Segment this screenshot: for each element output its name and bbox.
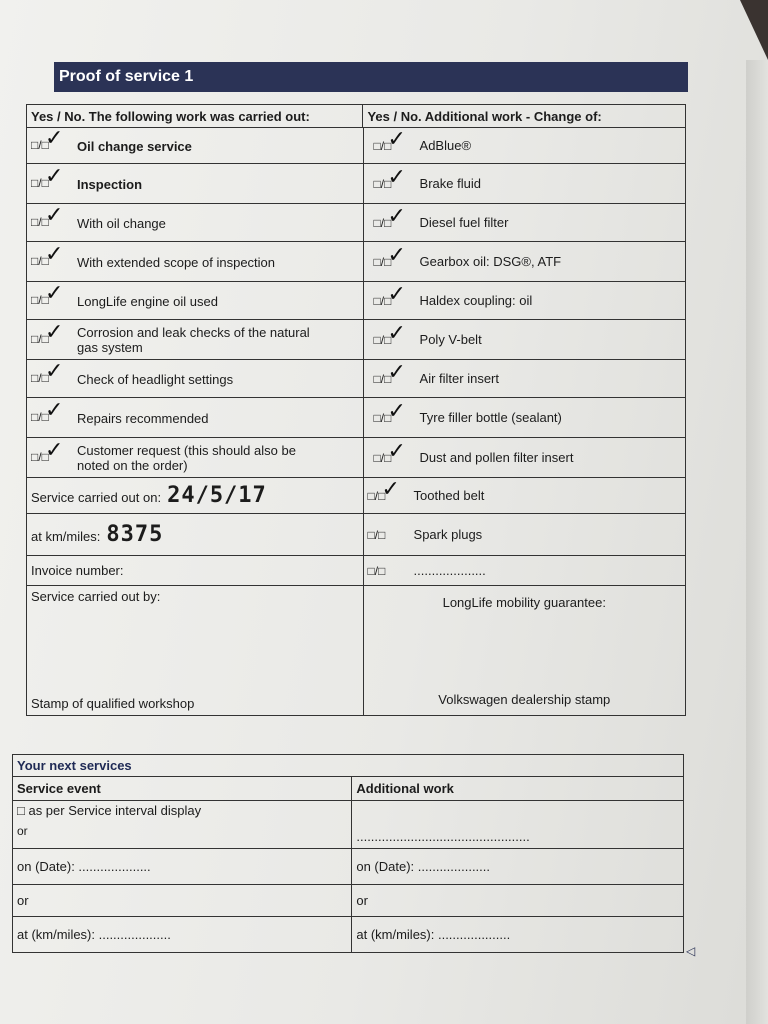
km-value: 8375: [106, 522, 164, 547]
next-date-right: on (Date): ....................: [352, 849, 684, 885]
next-services-table: [12, 754, 684, 953]
additional-checkbox[interactable]: □/□ ✓: [373, 204, 406, 230]
tick-mark-icon: ✓: [381, 477, 400, 502]
additional-item-label: Haldex coupling: oil: [419, 293, 533, 308]
invoice-label: Invoice number:: [27, 556, 364, 586]
service-row: [27, 398, 686, 438]
tick-mark-icon: ✓: [387, 321, 406, 346]
additional-item-label: Dust and pollen filter insert: [419, 450, 574, 465]
work-item-label: With extended scope of inspection: [77, 254, 276, 270]
work-item-label: Corrosion and leak checks of the natural gas system: [77, 324, 310, 355]
additional-checkbox[interactable]: □/□ ✓: [373, 243, 406, 269]
tick-mark-icon: ✓: [45, 359, 64, 385]
work-checkbox[interactable]: □/□ ✓: [31, 281, 64, 308]
tick-mark-icon: ✓: [387, 127, 406, 152]
stamp-dealer-label: Volkswagen dealership stamp: [438, 691, 611, 707]
service-rows: [26, 127, 686, 716]
additional-dotted: ................................................: [352, 801, 684, 849]
work-item-label: Repairs recommended: [77, 410, 209, 426]
km-label: at km/miles:: [31, 529, 101, 544]
service-row: [27, 320, 686, 360]
additional-item-label: Air filter insert: [419, 371, 499, 386]
or-right: or: [352, 885, 684, 917]
additional-checkbox[interactable]: □/□ ✓: [373, 282, 406, 308]
work-item-label: With oil change: [77, 215, 166, 231]
additional-header: Yes / No. Additional work - Change of:: [363, 105, 686, 128]
work-checkbox[interactable]: □/□ ✓: [31, 126, 64, 153]
additional-item-label: AdBlue®: [419, 138, 472, 153]
interval-checkbox[interactable]: □ as per Service interval display: [17, 803, 202, 818]
stamp-row: [27, 586, 686, 716]
work-item-label: Check of headlight settings: [77, 371, 234, 387]
service-row: [27, 360, 686, 398]
next-date-left: on (Date): ....................: [13, 849, 352, 885]
tick-mark-icon: ✓: [387, 282, 406, 307]
blank-checkbox[interactable]: □/□: [367, 564, 386, 578]
work-checkbox[interactable]: □/□ ✓: [31, 164, 64, 191]
work-checkbox[interactable]: □/□ ✓: [31, 359, 64, 386]
service-row: [27, 128, 686, 164]
additional-item-label: Brake fluid: [419, 176, 481, 191]
service-row: [27, 282, 686, 320]
tick-mark-icon: ✓: [387, 204, 406, 229]
service-date-label: Service carried out on:: [31, 490, 162, 505]
tick-mark-icon: ✓: [387, 439, 406, 464]
service-row: [27, 204, 686, 242]
work-checkbox[interactable]: □/□ ✓: [31, 203, 64, 230]
service-event-header: Service event: [13, 777, 352, 801]
tick-mark-icon: ✓: [387, 243, 406, 268]
work-checkbox[interactable]: □/□ ✓: [31, 242, 64, 269]
work-item-label: LongLife engine oil used: [77, 293, 218, 309]
toothed-belt-checkbox[interactable]: □/□ ✓: [367, 477, 400, 503]
additional-checkbox[interactable]: □/□ ✓: [373, 165, 406, 191]
tick-mark-icon: ✓: [45, 437, 64, 463]
service-table: [26, 104, 686, 128]
service-row: [27, 164, 686, 204]
tick-mark-icon: ✓: [387, 360, 406, 385]
additional-item-label: Poly V-belt: [419, 332, 482, 347]
tick-mark-icon: ✓: [45, 242, 64, 268]
additional-checkbox[interactable]: □/□ ✓: [373, 321, 406, 347]
km-row: [27, 514, 686, 556]
additional-item-label: Tyre filler bottle (sealant): [419, 410, 562, 425]
or-label: or: [17, 824, 28, 838]
additional-checkbox[interactable]: □/□ ✓: [373, 439, 406, 465]
tick-mark-icon: ✓: [45, 281, 64, 307]
page-turn-icon: ◁: [686, 944, 696, 958]
tick-mark-icon: ✓: [45, 164, 64, 190]
service-date-value: 24/5/17: [167, 483, 267, 508]
invoice-row: [27, 556, 686, 586]
next-km-left: at (km/miles): ....................: [13, 917, 352, 953]
tick-mark-icon: ✓: [387, 399, 406, 424]
facing-page-edge: [746, 60, 768, 1024]
work-checkbox[interactable]: □/□ ✓: [31, 398, 64, 425]
work-checkbox[interactable]: □/□ ✓: [31, 319, 64, 346]
longlife-guarantee-label: LongLife mobility guarantee:: [442, 594, 606, 610]
next-services-title: Your next services: [13, 755, 684, 777]
tick-mark-icon: ✓: [387, 165, 406, 190]
service-row: [27, 242, 686, 282]
additional-item-label: Gearbox oil: DSG®, ATF: [419, 254, 562, 269]
work-item-label: Oil change service: [77, 138, 192, 154]
additional-work-header: Additional work: [352, 777, 684, 801]
service-table-header: [27, 105, 686, 128]
tick-mark-icon: ✓: [45, 319, 64, 345]
work-item-label: Inspection: [77, 176, 143, 192]
service-row: [27, 438, 686, 478]
additional-checkbox[interactable]: □/□ ✓: [373, 360, 406, 386]
service-date-row: [27, 478, 686, 514]
stamp-workshop-label: Stamp of qualified workshop: [31, 696, 195, 711]
spark-plugs-label: Spark plugs: [413, 527, 483, 542]
additional-checkbox[interactable]: □/□ ✓: [373, 127, 406, 153]
or-left: or: [13, 885, 352, 917]
tick-mark-icon: ✓: [45, 203, 64, 229]
work-item-label: Customer request (this should also be noted on the order): [77, 442, 296, 473]
tick-mark-icon: ✓: [45, 398, 64, 424]
next-km-right: at (km/miles): ....................: [352, 917, 684, 953]
additional-checkbox[interactable]: □/□ ✓: [373, 399, 406, 425]
service-by-label: Service carried out by:: [31, 589, 161, 604]
tick-mark-icon: ✓: [45, 126, 64, 152]
spark-plugs-checkbox[interactable]: □/□: [367, 528, 386, 542]
additional-item-label: Diesel fuel filter: [419, 215, 509, 230]
work-checkbox[interactable]: □/□ ✓: [31, 437, 64, 464]
blank-dotted: ....................: [413, 563, 486, 578]
toothed-belt-label: Toothed belt: [413, 488, 485, 503]
page-title: Proof of service 1: [54, 62, 688, 92]
work-header: Yes / No. The following work was carried out:: [27, 105, 363, 128]
